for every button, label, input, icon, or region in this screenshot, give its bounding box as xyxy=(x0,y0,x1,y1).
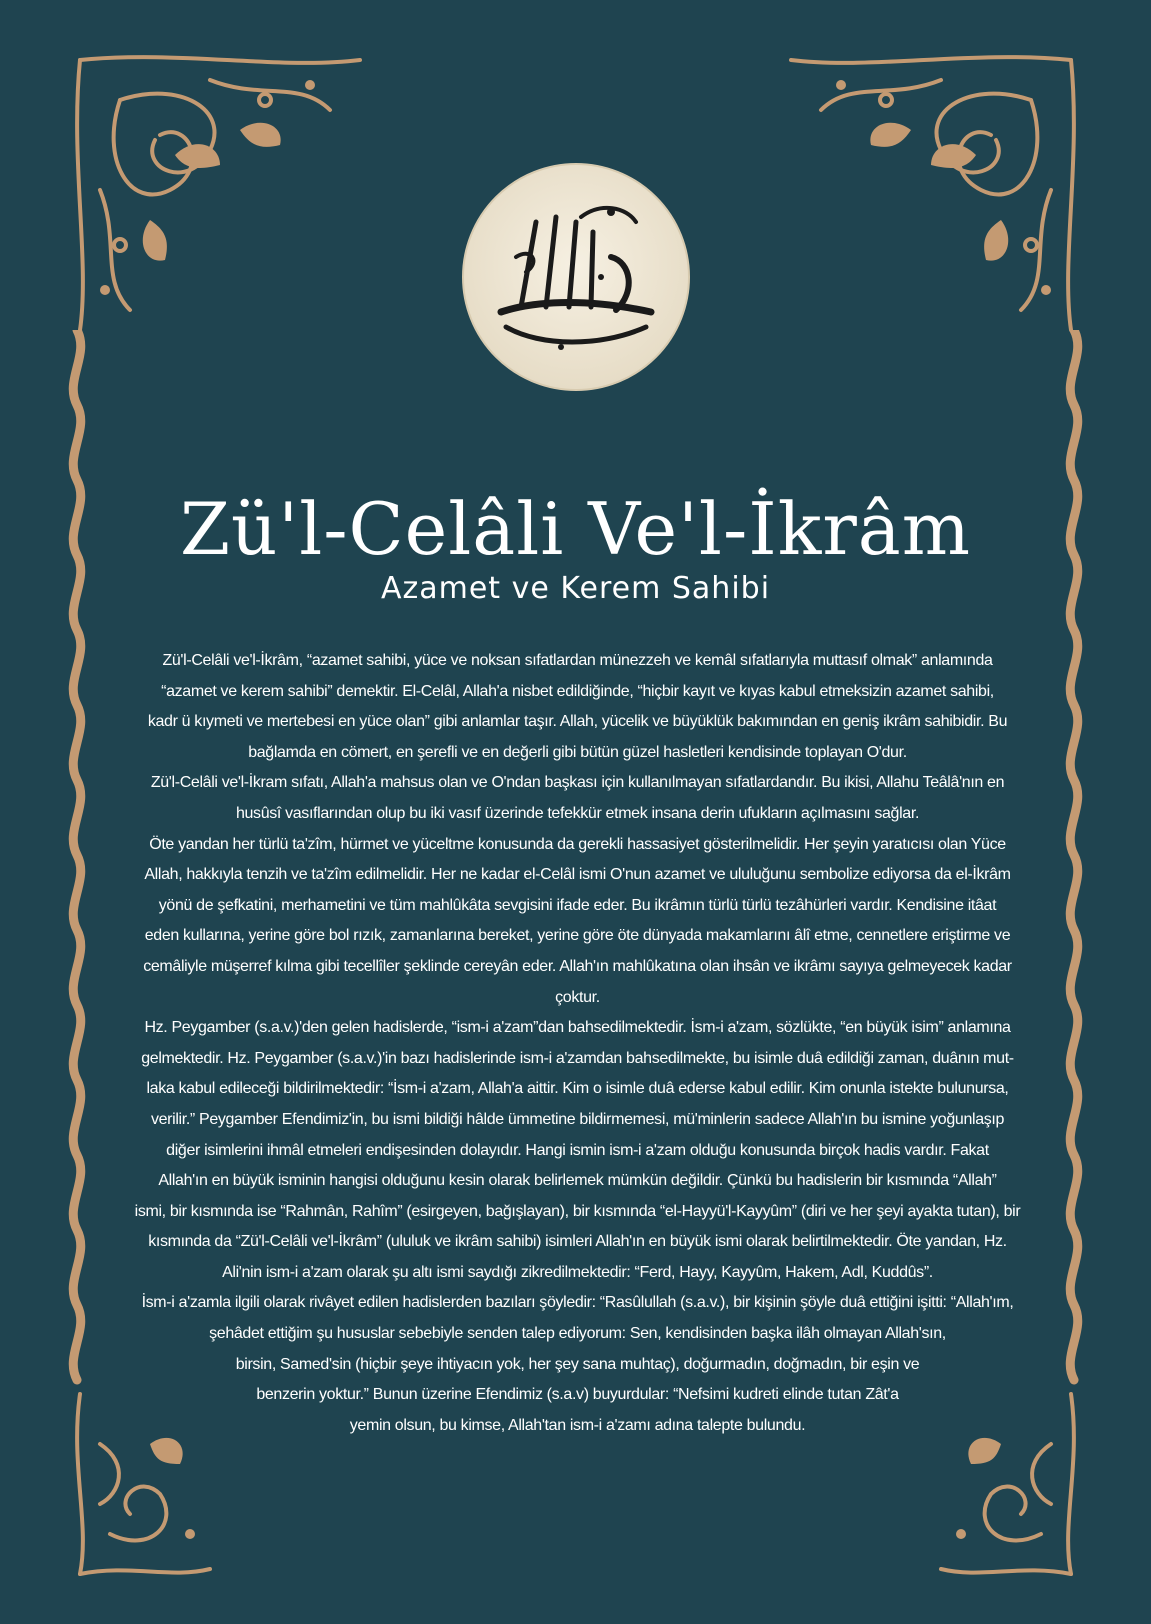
text-line: laka kabul edileceği bildirilmektedir: “İsm-i a'zam, Allah'a aittir. Kim o isimle duâ ederse kabul edilir. Kim onunla istekte bulunursa, xyxy=(146,1080,1009,1098)
rope-border-left-icon xyxy=(62,330,92,1390)
text-line: Allah'ın en büyük isminin hangisi olduğunu kesin olarak belirlemek mümkün değildir. Çünkü bu hadislerin bir kısmında “Allah” xyxy=(158,1172,997,1190)
text-line: bağlamda en cömert, en şerefli ve en değerli gibi bütün güzel hasletleri kendisinde toplayan O'dur. xyxy=(248,743,907,761)
text-line: eden kullarına, yerine göre bol rızık, zamanlarına bereket, yerine göre öte dünyada makamlarını âlî etme, cennetlere eriştirme ve xyxy=(144,927,1011,945)
floral-corner-top-left-icon xyxy=(60,40,380,340)
text-line: cemâliyle müşerref kılma gibi tecellîler şeklinde cereyân eder. Allah'ın mahlûkatına olan ihsân ve ikrâmı sayıya gelmeyecek kadar xyxy=(143,957,1012,975)
text-line: kadr ü kıymeti ve mertebesi en yüce olan” gibi anlamlar taşır. Allah, yücelik ve büyüklük bakımından en geniş ikrâm sahibidir. Bu xyxy=(147,713,1008,731)
text-line: Öte yandan her türlü ta'zîm, hürmet ve yüceltme konusunda da gerekli hassasiyet gösterilmelidir. Her şeyin yaratıcısı olan Yüce xyxy=(149,835,1006,853)
text-line: diğer isimlerini ihmâl etmeleri endişesinden dolayıdır. Hangi ismin ism-i a'zam olduğu konusunda birçok hadis vardır. Fakat xyxy=(166,1141,989,1159)
text-line: husûsî vasıflarından olup bu iki vasıf üzerinde tefekkür etmek insana derin ufukların açılmasını sağlar. xyxy=(235,804,920,822)
floral-corner-top-right-icon xyxy=(771,40,1091,340)
page-subtitle: Azamet ve Kerem Sahibi xyxy=(380,571,771,606)
text-line: Zü'l-Celâli ve'l-İkrâm, “azamet sahibi, yüce ve noksan sıfatlardan münezzeh ve kemâl sıfatlarıyla muttasıf olmak” anlamında xyxy=(162,652,993,669)
text-line: çoktur. xyxy=(555,988,600,1006)
calligraphy-medallion xyxy=(461,162,691,392)
text-line: Hz. Peygamber (s.a.v.)'den gelen hadislerde, “ism-i a'zam”dan bahsedilmektedir. İsm-i a'zam, sözlükte, “en büyük isim” anlamına xyxy=(144,1019,1011,1037)
text-line: Zü'l-Celâli ve'l-İkram sıfatı, Allah'a mahsus olan ve O'ndan başkası için kullanılmayan sıfatlardandır. Bu ikisi, Allahu Teâlâ'nın en xyxy=(150,774,1005,792)
text-line: ismi, bir kısmında ise “Rahmân, Rahîm” (esirgeyen, bağışlayan), bir kısmında “el-Hayyü'l-Kayyûm” (diri ve her şeyi ayakta tutan), bir xyxy=(134,1202,1021,1220)
text-line: yemin olsun, bu kimse, Allah'tan ism-i a'zamı adına talepte bulundu. xyxy=(349,1416,806,1434)
text-line: “azamet ve kerem sahibi” demektir. El-Celâl, Allah'a nisbet edildiğinde, “hiçbir kayıt ve kıyas kabul etmeksizin azamet sahibi, xyxy=(161,682,994,700)
text-line: birsin, Samed'sin (hiçbir şeye ihtiyacın yok, her şey sana muhtaç), doğurmadın, doğmadın, bir eşin ve xyxy=(235,1355,920,1373)
text-line: İsm-i a'zamla ilgili olarak rivâyet edilen hadislerden bazıları şöyledir: “Rasûlullah (s.a.v.), bir kişinin şöyle duâ ettiğini işitti: “Allah'ım, xyxy=(141,1294,1014,1312)
text-line: Ali'nin ism-i a'zam olarak şu altı ismi saydığı zikredilmektedir: “Ferd, Hayy, Kayyûm, Hakem, Adl, Kuddûs”. xyxy=(222,1263,933,1281)
text-line: Allah, hakkıyla tenzih ve ta'zîm edilmelidir. Her ne kadar el-Celâl ismi O'nun azamet ve ululuğunu sembolize ediyorsa da el-İkrâm xyxy=(144,866,1011,884)
text-line: yönü de şefkatini, merhametini ve tüm mahlûkâta sevgisini ifade eder. Bu ikrâmın türlü türlü tezâhürleri vardır. Kendisine itâat xyxy=(158,896,997,914)
rope-border-right-icon xyxy=(1059,330,1089,1390)
text-line: verilir.” Peygamber Efendimiz'in, bu ismi bildiği hâlde ümmetine bildirmemesi, mü'minlerin sadece Allah'ın bu ismine yoğunlaşıp xyxy=(150,1110,1005,1128)
text-line: kısmında da “Zü'l-Celâli ve'l-İkrâm” (ululuk ve ikrâm sahibi) isimleri Allah'ın en büyük ismi olarak belirtilmektedir. Öte yandan, Hz. xyxy=(148,1233,1007,1251)
text-line: gelmektedir. Hz. Peygamber (s.a.v.)'in bazı hadislerinde ism-i a'zamdan bahsedilmekte, bu isimle duâ edildiği zaman, duânın mut- xyxy=(141,1049,1014,1067)
body-text xyxy=(110,646,1045,1441)
page-title: Zü'l-Celâli Ve'l-İkrâm xyxy=(180,487,971,572)
text-line: şehâdet ettiğim şu hususlar sebebiyle senden talep ediyorum: Sen, kendisinden başka ilâh olmayan Allah'sın, xyxy=(209,1325,946,1343)
text-line: benzerin yoktur.” Bunun üzerine Efendimiz (s.a.v) buyurdular: “Nefsimi kudreti elinde tutan Zât'a xyxy=(256,1386,899,1404)
